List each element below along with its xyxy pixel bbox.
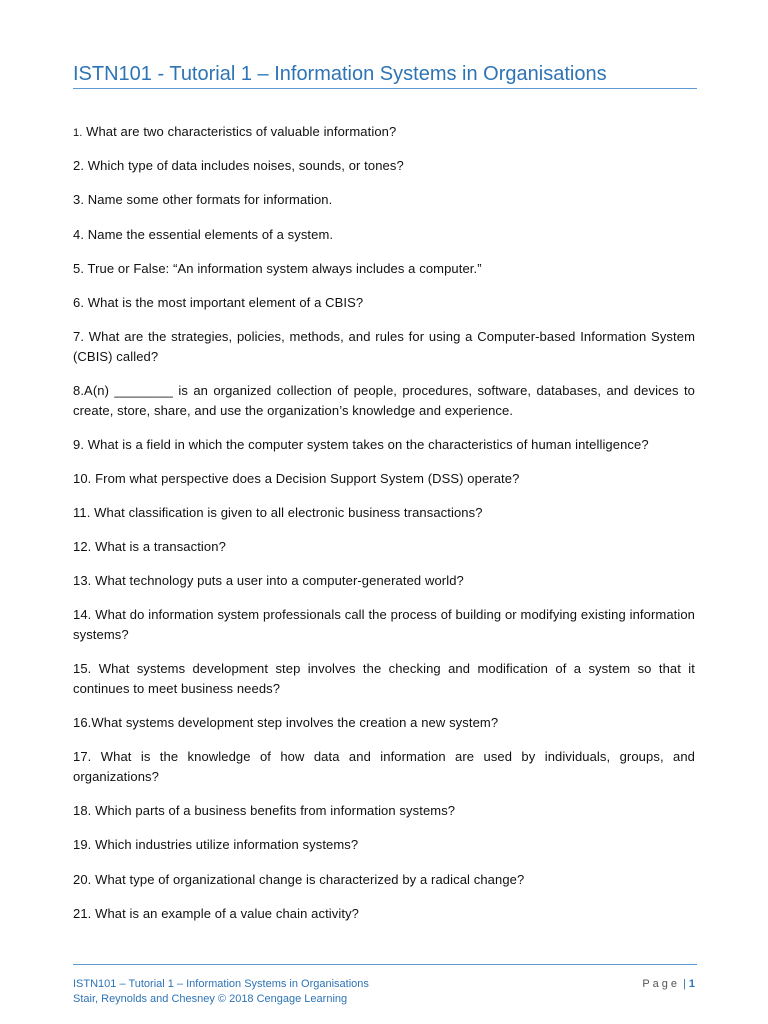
question-10 [73, 469, 695, 489]
question-number: 3. [73, 192, 85, 207]
question-text: What are two characteristics of valuable information? [86, 124, 397, 139]
question-number: 10. [73, 471, 92, 486]
question-number: 21. [73, 906, 92, 921]
question-number: 6. [73, 295, 85, 310]
question-text: Name the essential elements of a system. [87, 227, 334, 242]
question-number: 16. [73, 715, 92, 730]
question-18 [73, 801, 695, 821]
question-text: Which type of data includes noises, sounds, or tones? [87, 158, 404, 173]
question-number: 20. [73, 872, 92, 887]
page-number: 1 [688, 978, 695, 990]
page-separator: | [683, 978, 686, 990]
question-number: 5. [73, 261, 85, 276]
question-number: 7. [73, 329, 85, 344]
question-text: What is a transaction? [95, 539, 226, 554]
question-text: Which parts of a business benefits from information systems? [95, 803, 456, 818]
page-label: Page [642, 978, 681, 990]
question-4 [73, 225, 695, 245]
question-text: What classification is given to all electronic business transactions? [94, 505, 483, 520]
question-15 [73, 659, 695, 698]
page-number-block [642, 978, 695, 990]
question-number: 18. [73, 803, 92, 818]
question-text: What systems development step involves the checking and modification of a system so that it continues to meet business needs? [73, 661, 695, 696]
question-number: 4. [73, 227, 85, 242]
question-text: What type of organizational change is characterized by a radical change? [95, 872, 525, 887]
question-13 [73, 571, 695, 591]
question-text: Name some other formats for information. [87, 192, 333, 207]
question-text: A(n) ________ is an organized collection of people, procedures, software, databases, and devices to create, store, share, and use the organization’s knowledge and experience. [73, 383, 695, 418]
question-number: 13. [73, 573, 92, 588]
question-20 [73, 870, 695, 890]
question-number: 11. [73, 505, 91, 520]
question-17 [73, 747, 695, 786]
question-number: 12. [73, 539, 92, 554]
question-19 [73, 835, 695, 855]
question-8 [73, 381, 695, 420]
question-text: True or False: “An information system always includes a computer.” [87, 261, 482, 276]
question-text: What are the strategies, policies, methods, and rules for using a Computer-based Information System (CBIS) called? [73, 329, 695, 364]
question-number: 19. [73, 837, 92, 852]
footer-course-line: ISTN101 – Tutorial 1 – Information Systems in Organisations [73, 978, 369, 990]
question-number: 17. [73, 749, 92, 764]
question-text: What is the knowledge of how data and information are used by individuals, groups, and organizations? [73, 749, 696, 784]
question-number: 9. [73, 437, 85, 452]
question-text: From what perspective does a Decision Support System (DSS) operate? [95, 471, 520, 486]
question-text: What is an example of a value chain activity? [95, 906, 360, 921]
question-14 [73, 605, 695, 644]
question-6 [73, 293, 695, 313]
question-text: What technology puts a user into a computer-generated world? [95, 573, 464, 588]
footer-copyright-line: Stair, Reynolds and Chesney © 2018 Cengage Learning [73, 993, 348, 1005]
question-5 [73, 259, 695, 279]
question-number: 1. [73, 127, 83, 139]
question-3 [73, 190, 695, 210]
question-12 [73, 537, 695, 557]
question-text: Which industries utilize information systems? [95, 837, 359, 852]
question-16 [73, 713, 695, 733]
question-number: 8. [73, 383, 85, 398]
question-number: 2. [73, 158, 85, 173]
document-title: ISTN101 - Tutorial 1 – Information Systems in Organisations [73, 63, 607, 85]
question-2 [73, 156, 695, 176]
question-number: 15. [73, 661, 92, 676]
question-text: What systems development step involves the creation a new system? [91, 715, 499, 730]
question-number: 14. [73, 607, 92, 622]
question-text: What is the most important element of a CBIS? [87, 295, 364, 310]
footer-divider [73, 964, 697, 965]
question-21 [73, 904, 695, 924]
question-text: What is a field in which the computer system takes on the characteristics of human intelligence? [87, 437, 649, 452]
question-text: What do information system professionals call the process of building or modifying existing information systems? [73, 607, 696, 642]
question-11 [73, 503, 695, 523]
question-9 [73, 435, 695, 455]
question-7 [73, 327, 695, 366]
question-1 [73, 122, 695, 144]
title-underline [73, 88, 697, 89]
